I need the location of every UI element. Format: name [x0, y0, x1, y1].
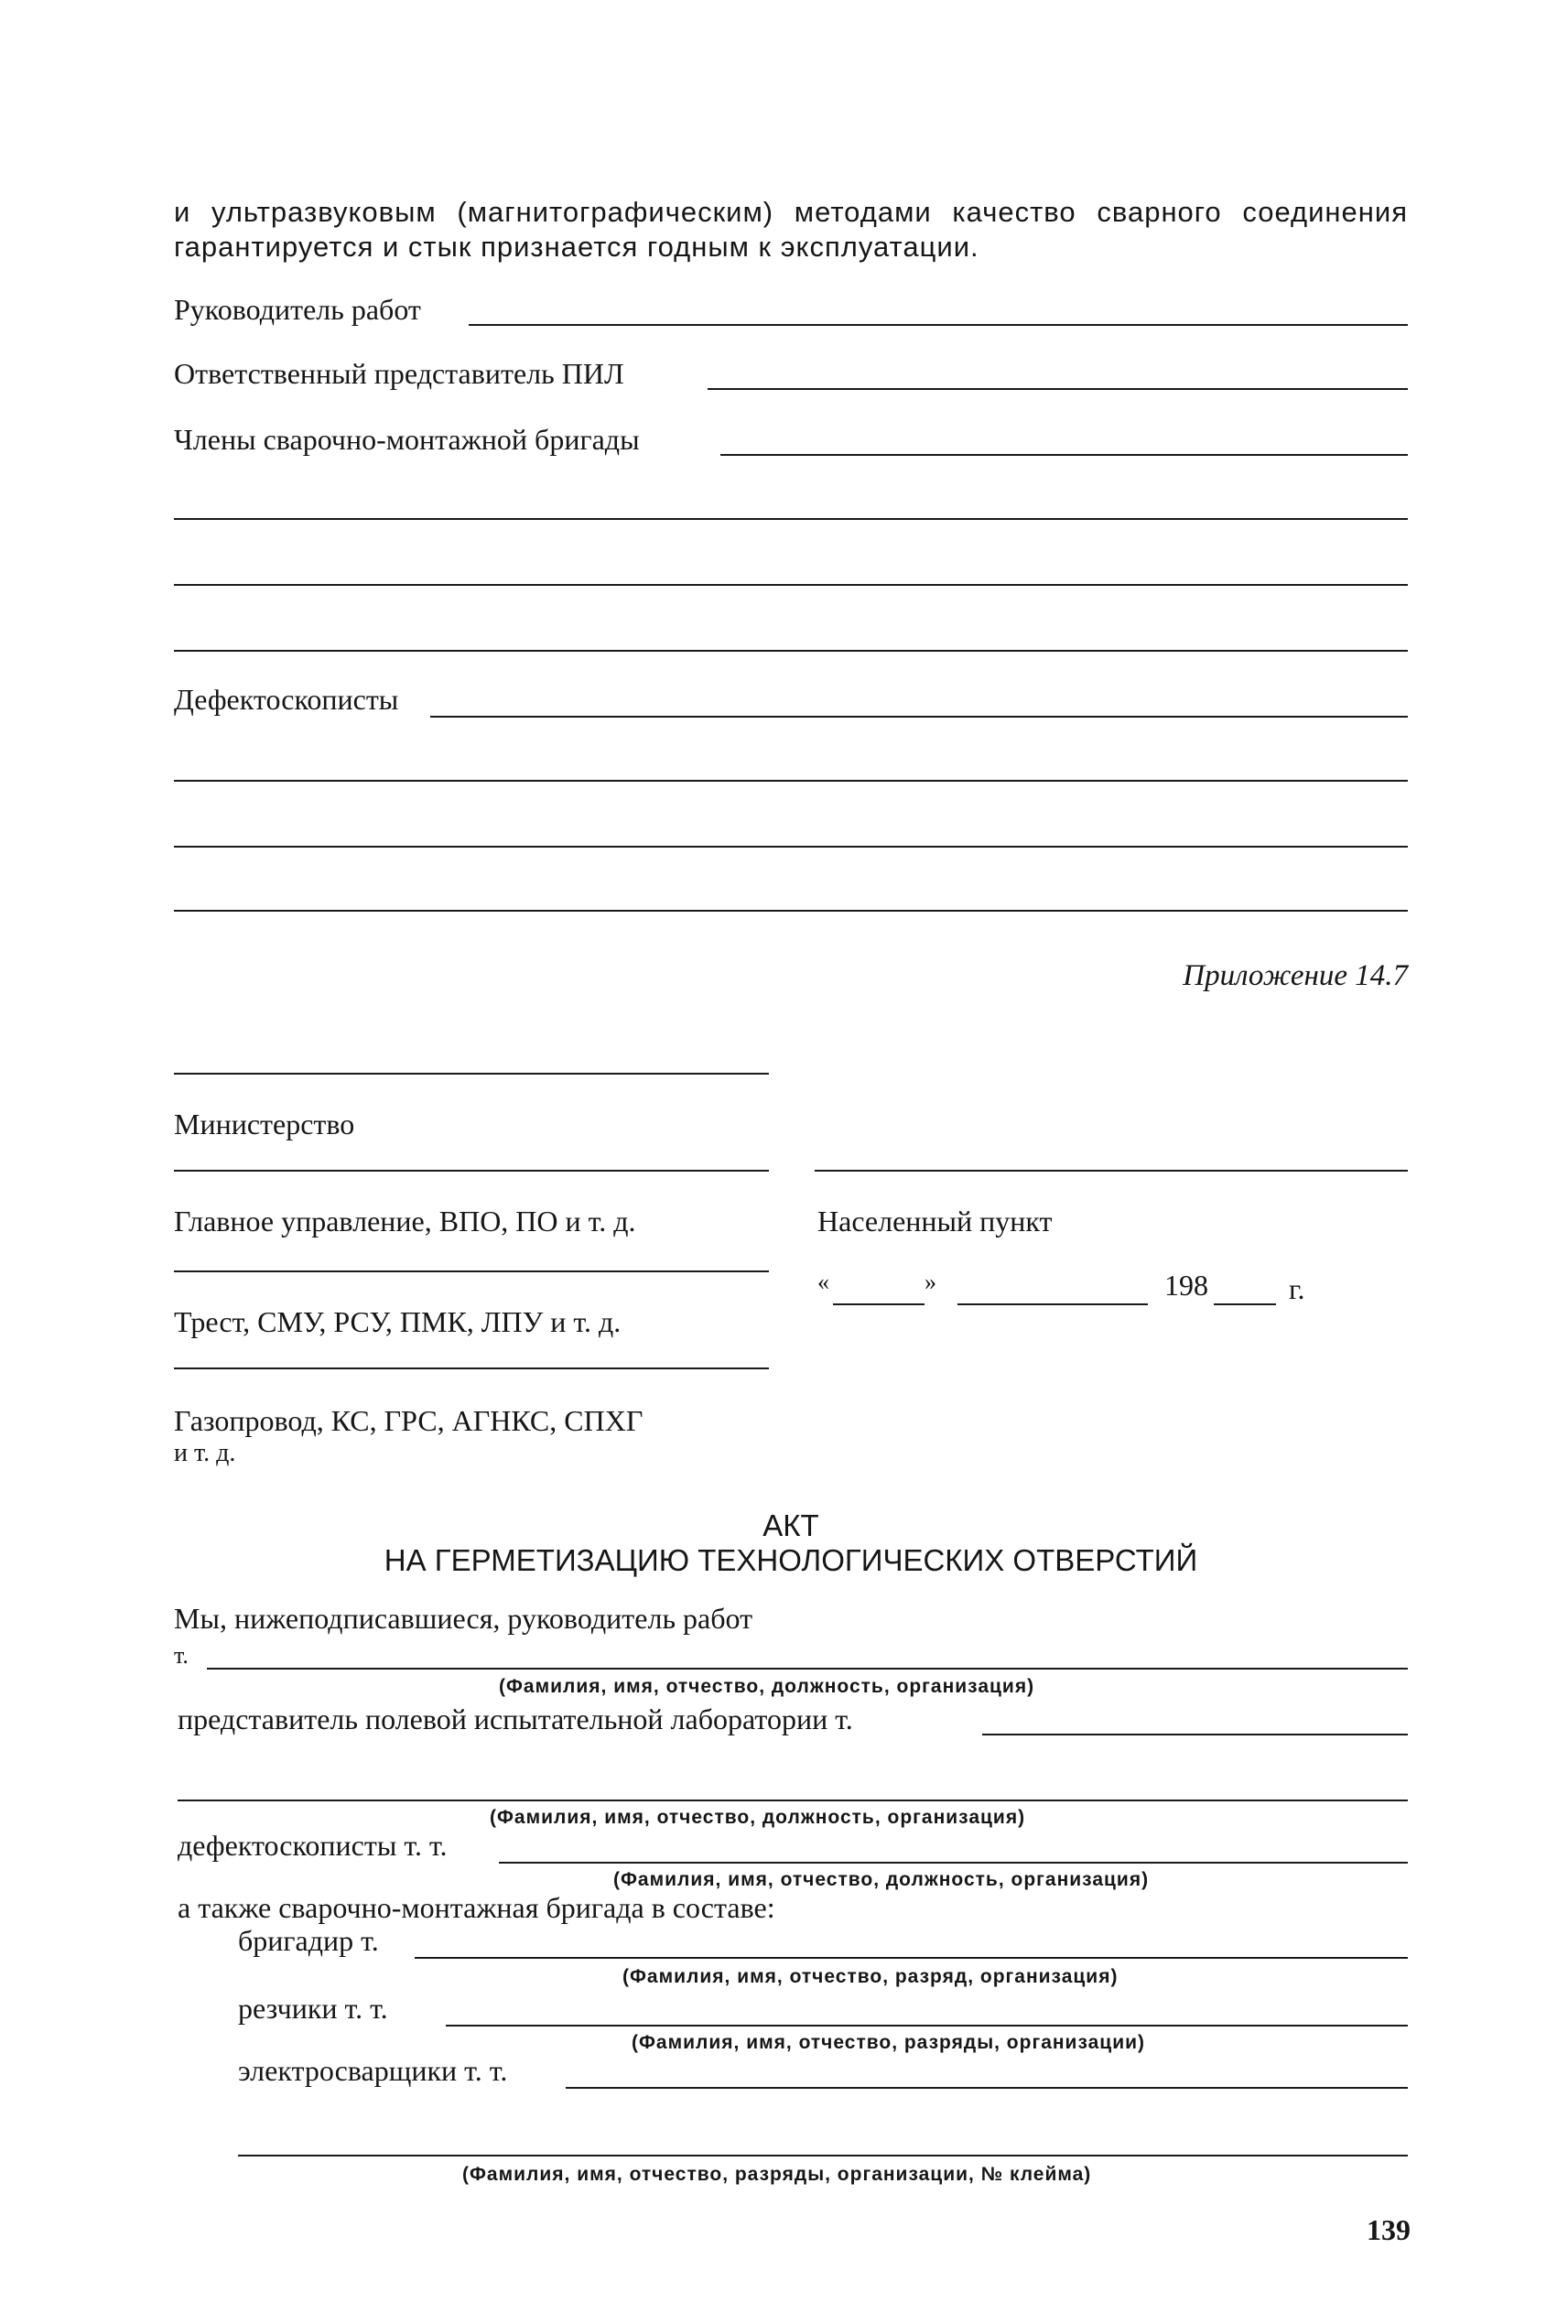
ministry-label: Министерство	[174, 1108, 355, 1140]
defectoscopists-tt-label: дефектоскописты т. т.	[178, 1829, 448, 1862]
brigade-intro-label: а также сварочно-монтажная бригада в составе:	[178, 1891, 775, 1924]
field-lab-rep-line	[982, 1734, 1408, 1735]
caption-fio-org: (Фамилия, имя, отчество, должность, организация)	[490, 1807, 1026, 1828]
blank-line	[174, 518, 1408, 520]
ministry-line	[174, 1073, 769, 1075]
field-lab-rep-label: представитель полевой испытательной лаборатории т.	[178, 1702, 853, 1735]
gas-line-label-cont: и т. д.	[174, 1439, 236, 1467]
foreman-label: бригадир т.	[238, 1924, 379, 1957]
locality-label: Населенный пункт	[817, 1205, 1053, 1238]
caption-fio-ranks-stamp: (Фамилия, имя, отчество, разряды, организации, № клейма)	[462, 2164, 1092, 2185]
caption-fio-org: (Фамилия, имя, отчество, должность, организация)	[499, 1676, 1035, 1697]
intro-paragraph: и ультразвуковым (магнитографическим) методами качество сварного соединения гарантируется и стык признается годным к эксплуатации.	[174, 196, 1408, 263]
locality-line	[815, 1170, 1408, 1172]
blank-line	[174, 846, 1408, 848]
pil-representative-label: Ответственный представитель ПИЛ	[174, 357, 624, 390]
trust-label: Трест, СМУ, РСУ, ПМК, ЛПУ и т. д.	[174, 1305, 622, 1338]
brigade-members-line	[720, 454, 1408, 456]
year-line	[1214, 1303, 1276, 1305]
date-month-line	[957, 1303, 1148, 1305]
pil-representative-line	[708, 388, 1408, 390]
blank-line	[174, 910, 1408, 912]
appendix-label: Приложение 14.7	[1183, 959, 1408, 992]
cutters-line	[446, 2025, 1408, 2027]
act-title: АКТ	[762, 1508, 819, 1542]
main-directorate-line	[174, 1170, 769, 1172]
date-close-quote: »	[925, 1269, 936, 1295]
t-prefix: т.	[174, 1642, 189, 1669]
work-manager-label: Руководитель работ	[174, 293, 421, 326]
brigade-members-label: Члены сварочно-монтажной бригады	[174, 423, 640, 456]
date-day-line	[833, 1303, 925, 1305]
cutters-label: резчики т. т.	[238, 1992, 388, 2025]
foreman-line	[415, 1957, 1408, 1959]
caption-fio-org: (Фамилия, имя, отчество, должность, организация)	[613, 1869, 1150, 1890]
defectoscopists-line	[430, 716, 1408, 718]
defectoscopists-tt-line	[499, 1862, 1408, 1864]
blank-line	[174, 650, 1408, 652]
gas-line-label: Газопровод, КС, ГРС, АГНКС, СПХГ	[174, 1404, 643, 1437]
date-open-quote: «	[817, 1269, 829, 1295]
welders-label: электросварщики т. т.	[238, 2054, 508, 2087]
blank-line	[174, 780, 1408, 782]
caption-fio-rank: (Фамилия, имя, отчество, разряд, организация)	[622, 1966, 1119, 1987]
page-number: 139	[1367, 2213, 1411, 2246]
work-manager-name-line	[207, 1668, 1408, 1670]
blank-line	[174, 584, 1408, 586]
year-prefix: 198	[1164, 1269, 1208, 1302]
trust-line	[174, 1270, 769, 1272]
we-signed-label: Мы, нижеподписавшиеся, руководитель работ	[174, 1602, 753, 1635]
act-subtitle: НА ГЕРМЕТИЗАЦИЮ ТЕХНОЛОГИЧЕСКИХ ОТВЕРСТИЙ	[384, 1543, 1198, 1577]
caption-fio-ranks: (Фамилия, имя, отчество, разряды, организации)	[632, 2032, 1146, 2053]
defectoscopists-label: Дефектоскописты	[174, 683, 399, 716]
welders-line	[566, 2087, 1408, 2089]
year-suffix: г.	[1289, 1272, 1305, 1305]
field-lab-rep-line-2	[178, 1800, 1408, 1801]
work-manager-line	[469, 324, 1408, 326]
gas-line-line	[174, 1367, 769, 1369]
main-directorate-label: Главное управление, ВПО, ПО и т. д.	[174, 1205, 636, 1238]
welders-line-2	[238, 2155, 1408, 2156]
